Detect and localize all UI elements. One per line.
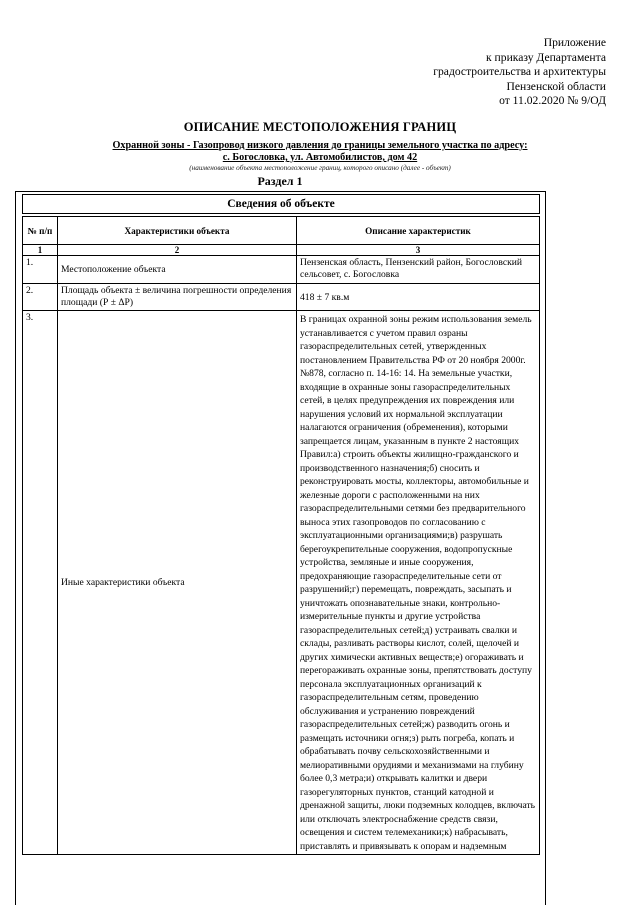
appendix-line: Пензенской области <box>506 79 606 93</box>
table-row <box>23 284 540 311</box>
appendix-line: к приказу Департамента <box>486 50 606 64</box>
table-row <box>23 311 540 855</box>
row-num: 3. <box>23 311 58 855</box>
row-desc: Пензенская область, Пензенский район, Богословский сельсовет, с. Богословка <box>297 256 540 284</box>
appendix-header <box>433 36 606 109</box>
col-number: 3 <box>297 245 540 256</box>
object-info-table <box>22 216 540 855</box>
document-title: ОПИСАНИЕ МЕСТОПОЛОЖЕНИЯ ГРАНИЦ <box>183 120 457 134</box>
row-desc: В границах охранной зоны режим использования земель устанавливается с учетом правил озраны газораспределительных сетей, утвержденных постановлением Правительства РФ от 20 ноября 2000г. №878, согласно п. 14-16: 14. На земельные участки, входящие в охранные зоны газораспределительных сетей, в целях предупреждения их повреждения или нарушения условий их нормальной эксплуатации налагаются ограничения (обременения), которыми запрещается лицам, указанным в пункте 2 настоящих Правил:а) строить объекты жилищно-гражданского и производственного назначения;б) сносить и реконструировать мосты, коллекторы, автомобильные и железные дороги с расположенными на них газораспределительными сетями без предварительного выноса этих газопроводов по согласованию с эксплуатационными организациями;в) разрушать берегоукрепительные сооружения, водопропускные устройства, земляные и иные сооружения, предохраняющие газораспределительные сети от разрушений;г) перемещать, повреждать, засыпать и уничтожать опознавательные знаки, контрольно-измерительные пункты и другие устройства газораспределительных сетей;д) устраивать свалки и склады, разливать растворы кислот, солей, щелочей и других химически активных веществ;е) огораживать и перегораживать охранные зоны, препятствовать доступу персонала эксплуатационных организаций к газораспределительным сетям, проведению обслуживания и устранению повреждений газораспределительных сетей;ж) разводить огонь и размещать источники огня;з) рыть погреба, копать и обрабатывать почву сельскохозяйственными и мелиоративными орудиями и механизмами на глубину более 0,3 метра;и) открывать калитки и двери газорегуляторных пунктов, станций катодной и дренажной защиты, люки подземных колодцев, включать или отключать электроснабжение средств связи, освещения и систем телемеханики;к) набрасывать, приставлять и привязывать к опорам и надземным <box>297 311 540 855</box>
row-desc: 418 ± 7 кв.м <box>297 284 540 311</box>
col-number: 2 <box>58 245 297 256</box>
col-number: 1 <box>23 245 58 256</box>
row-char: Площадь объекта ± величина погрешности определения площади (Р ± ΔР) <box>58 284 297 311</box>
appendix-line: градостроительства и архитектуры <box>433 65 606 79</box>
object-name-line2: с. Богословка, ул. Автомобилистов, дом 42 <box>222 152 418 163</box>
header-desc: Описание характеристик <box>297 217 540 245</box>
column-number-row <box>23 245 540 256</box>
row-char: Иные характеристики объекта <box>58 311 297 855</box>
row-num: 2. <box>23 284 58 311</box>
title-block <box>0 120 640 173</box>
header-num: № п/п <box>23 217 58 245</box>
appendix-line: от 11.02.2020 № 9/ОД <box>499 94 606 108</box>
section-title: Раздел 1 <box>257 174 303 188</box>
object-name-line1: Охранной зоны - Газопровод низкого давления до границы земельного участка по адресу: <box>112 140 528 151</box>
table-row <box>23 256 540 284</box>
header-char: Характеристики объекта <box>58 217 297 245</box>
info-title: Сведения об объекте <box>22 194 540 214</box>
row-num: 1. <box>23 256 58 284</box>
appendix-line: Приложение <box>543 36 606 49</box>
row-char: Местоположение объекта <box>58 256 297 284</box>
table-header-row <box>23 217 540 245</box>
object-note: (наименование объекта местоположение границ, которого описано (далее - объект) <box>189 164 451 172</box>
